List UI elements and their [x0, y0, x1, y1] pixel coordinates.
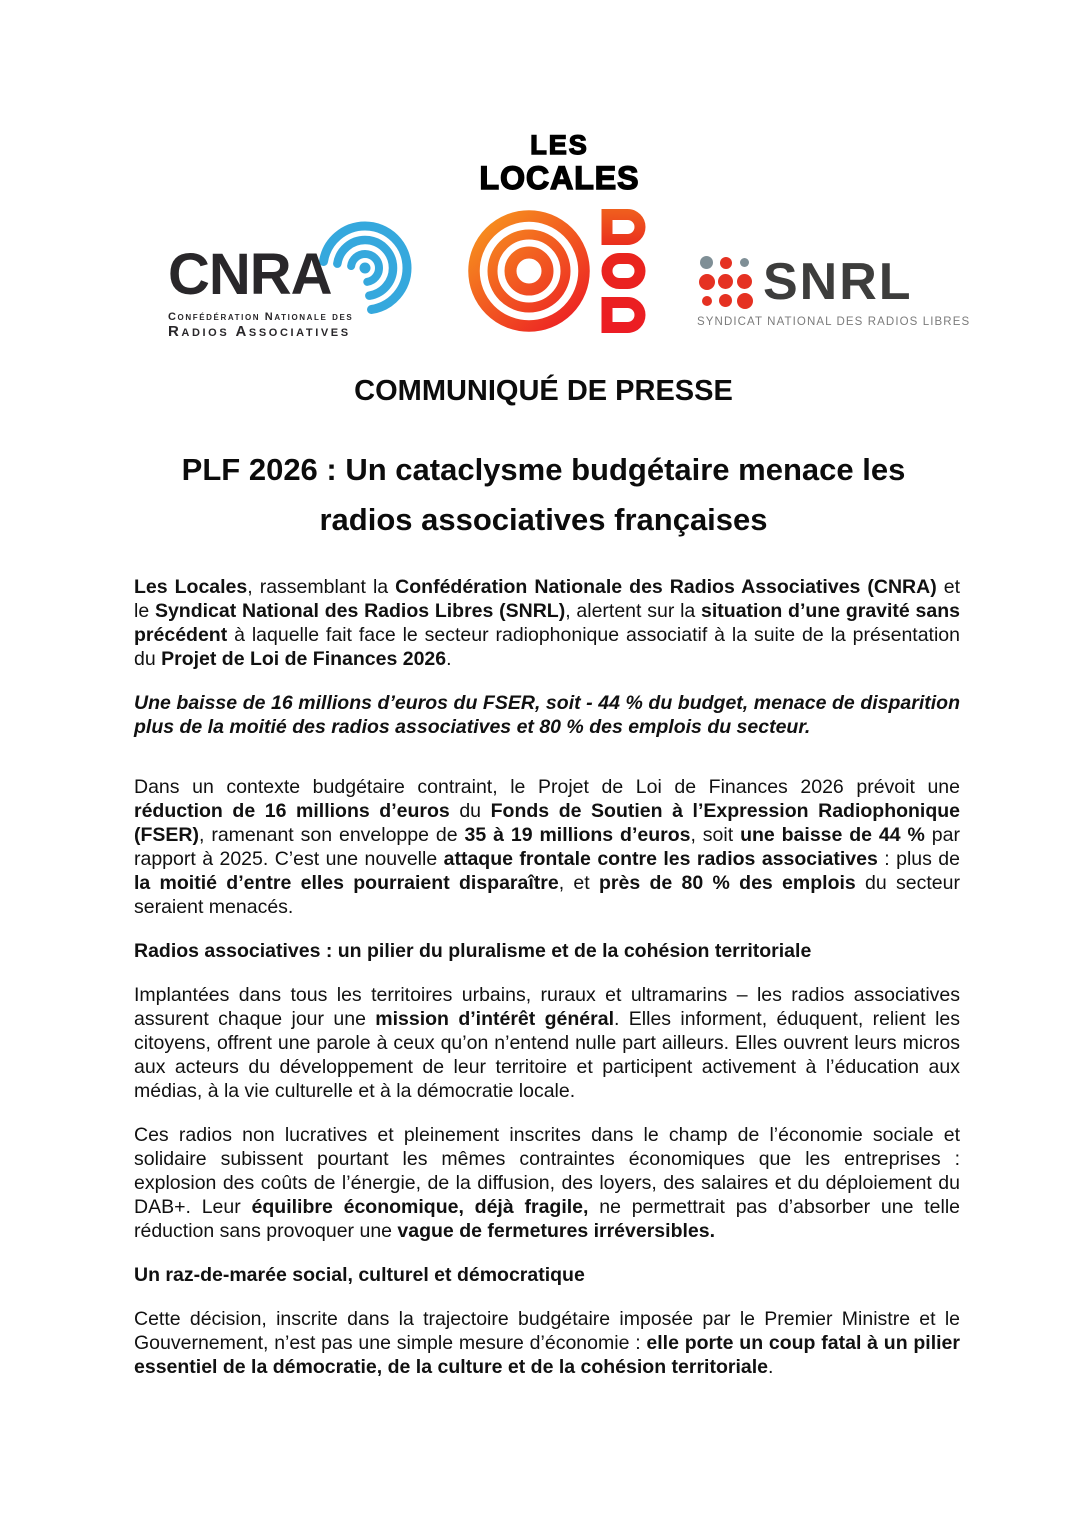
- snrl-dot: [740, 258, 749, 267]
- cnra-subtitle-line1: Confédération Nationale des: [168, 311, 354, 323]
- snrl-dots-icon: [697, 253, 754, 310]
- page-title-line2: radios associatives françaises: [319, 502, 768, 537]
- page-title-line1: PLF 2026 : Un cataclysme budgétaire menace les: [181, 452, 906, 487]
- snrl-logo: [697, 252, 971, 328]
- snrl-dot: [702, 296, 712, 306]
- text-run: à laquelle fait face le secteur radiophonique associatif à la suite de la présentation du: [134, 624, 960, 670]
- snrl-dot: [700, 256, 713, 269]
- page-title: [0, 445, 1087, 545]
- snrl-dot: [720, 257, 732, 269]
- snrl-wordmark: [697, 253, 937, 310]
- text-run: équilibre économique, déjà fragile,: [251, 1196, 589, 1218]
- text-run: : plus de: [877, 848, 960, 870]
- text-run: .: [446, 648, 452, 670]
- section-heading: [134, 939, 960, 963]
- les-locales-logo: [462, 130, 657, 337]
- kicker-title: COMMUNIQUÉ DE PRESSE: [354, 375, 733, 407]
- les-locales-word-line1: LES: [530, 130, 589, 160]
- text-run: Confédération Nationale des Radios Associatives (CNRA): [395, 576, 937, 598]
- snrl-dot: [699, 274, 715, 290]
- text-run: Dans un contexte budgétaire contraint, le Projet de Loi de Finances 2026 prévoit une: [134, 776, 960, 798]
- text-run: Projet de Loi de Finances 2026: [161, 648, 447, 670]
- text-run: Les Locales: [134, 576, 248, 598]
- text-run: , ramenant son enveloppe de: [199, 824, 465, 846]
- paragraph: [134, 575, 960, 671]
- text-run: Implantées dans tous les territoires urbains, ruraux et ultramarins – les radios associatives assurent chaque jour une: [134, 984, 960, 1030]
- cnra-wordmark: [168, 234, 418, 310]
- snrl-dot: [737, 293, 753, 309]
- section-heading: [134, 1263, 960, 1287]
- press-release-body: [134, 575, 960, 1379]
- text-run: du secteur seraient menacés.: [134, 872, 960, 918]
- cnra-logo: [168, 234, 418, 340]
- paragraph: [134, 775, 960, 919]
- les-locales-word-line2: LOCALES: [479, 160, 640, 196]
- text-run: Cette décision, inscrite dans la trajectoire budgétaire imposée par le Premier Ministre et le Gouvernement, n’est pas une simple mesure d’économie :: [134, 1308, 960, 1354]
- text-run: Une baisse de 16 millions d’euros du FSER, soit - 44 % du budget, menace de disparition plus de la moitié des radios associatives et 80 % des emplois du secteur.: [134, 692, 960, 738]
- text-run: , rassemblant la: [247, 576, 396, 598]
- text-run: Ces radios non lucratives et pleinement inscrites dans le champ de l’économie sociale et solidaire subissent pourtant les mêmes contraintes économiques que les entreprises : explosion des coûts de l’énergie, de la diffusion, des loyers, des salaires et du déploiement du DAB+. Leur: [134, 1124, 960, 1218]
- text-run: 35 à 19 millions d’euros: [464, 824, 691, 846]
- les-locales-target-icon: [467, 206, 652, 337]
- text-run: ne permettrait pas d’absorber une telle réduction sans provoquer une: [134, 1196, 960, 1242]
- text-run: Syndicat National des Radios Libres (SNRL): [154, 600, 566, 622]
- paragraph: [134, 1123, 960, 1243]
- text-run: , et: [558, 872, 599, 894]
- snrl-acronym: SNRL: [763, 252, 913, 311]
- text-run: une baisse de 44 %: [740, 824, 925, 846]
- text-run: par rapport à 2025. C’est une nouvelle: [134, 824, 960, 870]
- text-run: du: [449, 800, 491, 822]
- text-run: mission d’intérêt général: [375, 1008, 614, 1030]
- text-run: la moitié d’entre elles pourraient disparaître: [134, 872, 559, 894]
- text-run: elle porte un coup fatal à un pilier essentiel de la démocratie, de la culture et de la cohésion territoriale: [134, 1332, 960, 1378]
- text-run: Fonds de Soutien à l’Expression Radiophonique (FSER): [134, 800, 961, 846]
- text-run: réduction de 16 millions d’euros: [134, 800, 450, 822]
- paragraph: [134, 1307, 960, 1379]
- paragraph: [134, 691, 960, 739]
- text-run: vague de fermetures irréversibles.: [397, 1220, 716, 1242]
- text-run: , soit: [690, 824, 741, 846]
- text-run: Un raz-de-marée social, culturel et démocratique: [134, 1264, 585, 1286]
- text-run: , alertent sur la: [565, 600, 702, 622]
- cnra-subtitle-line2: Radios Associatives: [168, 323, 351, 340]
- snrl-dot: [718, 274, 733, 289]
- text-run: attaque frontale contre les radios associatives: [443, 848, 878, 870]
- paragraph: [134, 983, 960, 1103]
- text-run: situation d’une gravité sans précédent: [134, 600, 960, 646]
- cnra-acronym: CNRA: [168, 242, 332, 307]
- logo-header: [0, 0, 1087, 360]
- snrl-dot: [719, 294, 732, 307]
- snrl-dot: [737, 274, 752, 289]
- snrl-subtitle: SYNDICAT NATIONAL DES RADIOS LIBRES: [697, 316, 971, 328]
- text-run: .: [767, 1356, 774, 1378]
- text-run: Radios associatives : un pilier du pluralisme et de la cohésion territoriale: [134, 940, 812, 962]
- text-run: près de 80 % des emplois: [598, 872, 856, 894]
- text-run: . Elles informent, éduquent, relient les citoyens, offrent une parole à ceux qu’on n’entend nulle part ailleurs. Elles ouvrent leurs micros aux acteurs du développement de leur territoire et participent activement à l’éducation aux médias, à la vie culturelle et à la démocratie locale.: [134, 1008, 961, 1102]
- text-run: et le: [134, 576, 961, 622]
